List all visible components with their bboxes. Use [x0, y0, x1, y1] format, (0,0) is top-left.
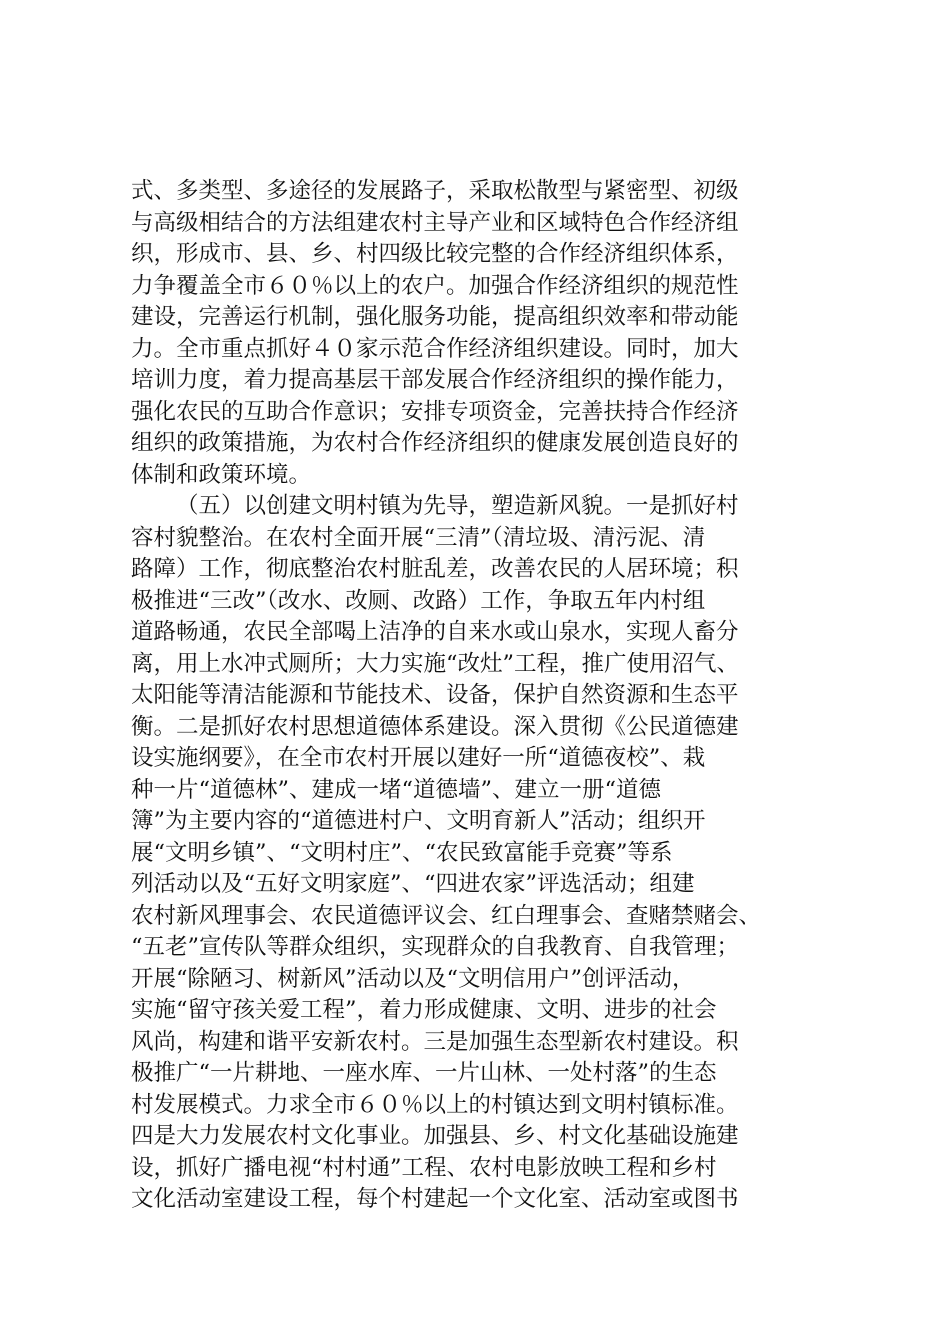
text-line: 与高级相结合的方法组建农村主导产业和区域特色合作经济组 — [131, 209, 739, 236]
text-line: 强化农民的互助合作意识；安排专项资金，完善扶持合作经济 — [131, 398, 739, 425]
text-line: 衡。二是抓好农村思想道德体系建设。深入贯彻《公民道德建 — [131, 713, 739, 740]
text-line: 离，用上水冲式厕所；大力实施“改灶”工程，推广使用沼气、 — [131, 650, 740, 677]
text-line: 组织的政策措施，为农村合作经济组织的健康发展创造良好的 — [131, 430, 739, 456]
text-line: 极推进“三改”（改水、改厕、改路）工作，争取五年内村组 — [131, 587, 706, 614]
text-line: 设实施纲要》，在全市农村开展以建好一所“道德夜校”、栽 — [131, 745, 706, 771]
text-line: 路障）工作，彻底整治农村脏乱差，改善农民的人居环境；积 — [131, 556, 739, 582]
text-line: 展“文明乡镇”、“文明村庄”、“农民致富能手竞赛”等系 — [131, 839, 673, 866]
text-line: 织，形成市、县、乡、村四级比较完整的合作经济组织体系， — [131, 241, 739, 267]
text-line: 培训力度，着力提高基层干部发展合作经济组织的操作能力， — [131, 367, 739, 393]
text-line: 开展“除陋习、树新风”活动以及“文明信用户”创评活动， — [131, 965, 695, 992]
text-line: 列活动以及“五好文明家庭”、“四进农家”评选活动；组建 — [131, 871, 695, 897]
text-line: 种一片“道德林”、建成一堵“道德墙”、建立一册“道德 — [131, 776, 662, 803]
text-line: 农村新风理事会、农民道德评议会、红白理事会、查赌禁赌会、 — [131, 902, 762, 929]
text-line: 力。全市重点抓好４０家示范合作经济组织建设。同时，加大 — [131, 335, 739, 362]
body-text — [131, 176, 831, 1216]
text-line: 文化活动室建设工程，每个村建起一个文化室、活动室或图书 — [131, 1186, 739, 1212]
text-line: 簿”为主要内容的“道德进村户、文明育新人”活动；组织开 — [131, 808, 706, 834]
text-line: 风尚，构建和谐平安新农村。三是加强生态型新农村建设。积 — [131, 1028, 739, 1055]
text-line: 设，抓好广播电视“村村通”工程、农村电影放映工程和乡村 — [131, 1154, 717, 1181]
paragraph-start-line: （五）以创建文明村镇为先导，塑造新风貌。一是抓好村 — [176, 493, 739, 519]
text-line: 四是大力发展农村文化事业。加强县、乡、村文化基础设施建 — [131, 1123, 739, 1149]
text-line: 容村貌整治。在农村全面开展“三清”（清垃圾、清污泥、清 — [131, 524, 706, 551]
text-line: “五老”宣传队等群众组织，实现群众的自我教育、自我管理； — [131, 934, 740, 960]
text-line: 村发展模式。力求全市６０％以上的村镇达到文明村镇标准。 — [131, 1091, 739, 1118]
text-line: 式、多类型、多途径的发展路子，采取松散型与紧密型、初级 — [131, 178, 739, 204]
text-line: 力争覆盖全市６０％以上的农户。加强合作经济组织的规范性 — [131, 272, 739, 299]
text-line: 建设，完善运行机制，强化服务功能，提高组织效率和带动能 — [131, 304, 739, 330]
text-line: 体制和政策环境。 — [131, 461, 312, 488]
text-line: 道路畅通，农民全部喝上洁净的自来水或山泉水，实现人畜分 — [131, 619, 739, 645]
text-line: 实施“留守孩关爱工程”，着力形成健康、文明、进步的社会 — [131, 997, 717, 1023]
text-line: 极推广“一片耕地、一座水库、一片山林、一处村落”的生态 — [131, 1060, 717, 1086]
text-line: 太阳能等清洁能源和节能技术、设备，保护自然资源和生态平 — [131, 682, 739, 708]
